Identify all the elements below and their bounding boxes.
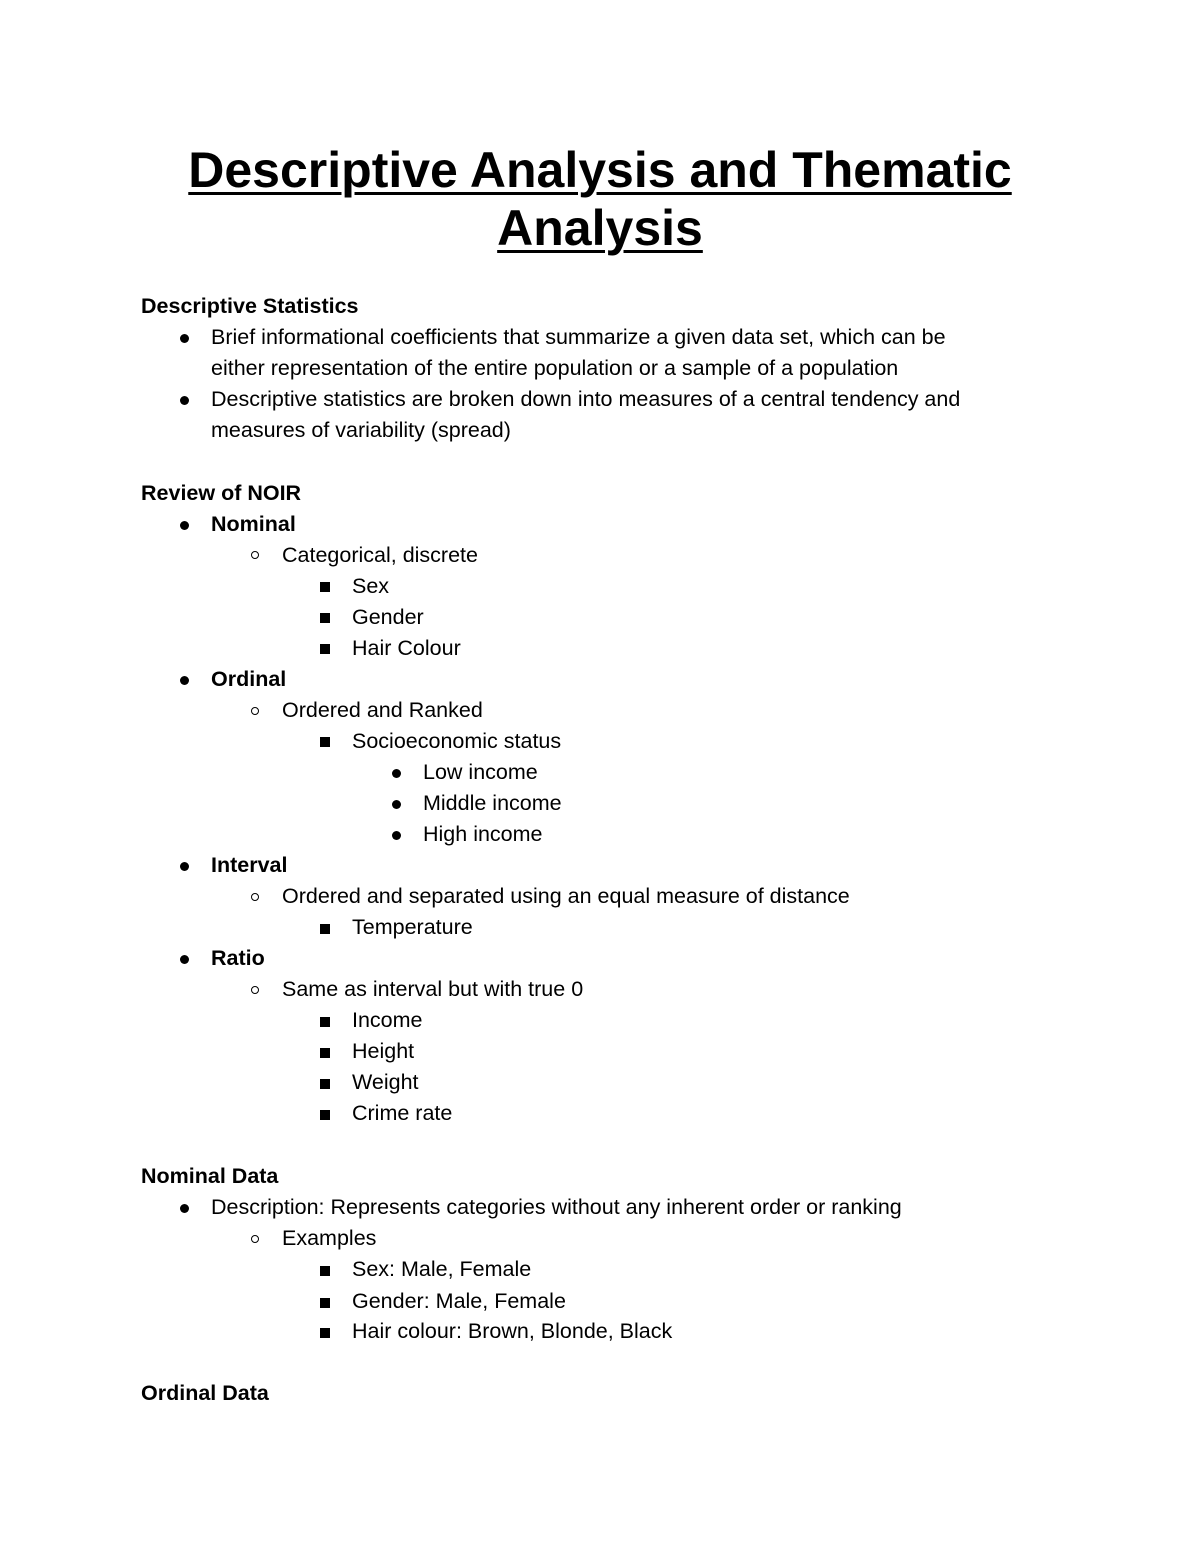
list-item-text: Examples bbox=[282, 1226, 377, 1250]
bullet-disc-icon bbox=[180, 521, 189, 530]
bullet-disc-icon bbox=[392, 769, 401, 778]
bullet-square-icon bbox=[320, 737, 330, 747]
bullet-circle-icon bbox=[251, 1235, 259, 1243]
list-item-text: Crime rate bbox=[352, 1101, 453, 1125]
bullet-disc-icon bbox=[180, 955, 189, 964]
list-item-text: Hair colour: Brown, Blonde, Black bbox=[352, 1319, 673, 1343]
list-item-nominal: Nominal bbox=[211, 512, 296, 536]
bullet-circle-icon bbox=[251, 986, 259, 994]
bullet-square-icon bbox=[320, 1110, 330, 1120]
list-item-text: Socioeconomic status bbox=[352, 729, 562, 753]
document-title: Descriptive Analysis and Thematic Analysis bbox=[188, 142, 1012, 256]
list-item-text: Same as interval but with true 0 bbox=[282, 977, 584, 1001]
bullet-disc-icon bbox=[180, 862, 189, 871]
list-item-ratio: Ratio bbox=[211, 946, 265, 970]
bullet-disc-icon bbox=[392, 800, 401, 809]
bullet-square-icon bbox=[320, 613, 330, 623]
bullet-square-icon bbox=[320, 1266, 330, 1276]
list-item-text: either representation of the entire population or a sample of a population bbox=[211, 356, 899, 380]
bullet-circle-icon bbox=[251, 551, 259, 559]
bullet-square-icon bbox=[320, 1328, 330, 1338]
list-item-text: Temperature bbox=[352, 915, 473, 939]
list-item-text: Height bbox=[352, 1039, 415, 1063]
bullet-square-icon bbox=[320, 582, 330, 592]
section-heading-ordinal-data: Ordinal Data bbox=[141, 1381, 269, 1405]
list-item-text: Gender: Male, Female bbox=[352, 1289, 566, 1313]
list-item-text: Weight bbox=[352, 1070, 419, 1094]
section-heading-review-noir: Review of NOIR bbox=[141, 481, 302, 505]
list-item-text: Brief informational coefficients that summarize a given data set, which can be bbox=[211, 325, 946, 349]
list-item-text: Hair Colour bbox=[352, 636, 461, 660]
list-item-text: Middle income bbox=[423, 791, 562, 815]
list-item-text: Low income bbox=[423, 760, 538, 784]
list-item-text: Categorical, discrete bbox=[282, 543, 478, 567]
bullet-square-icon bbox=[320, 1048, 330, 1058]
list-item-text: Ordered and Ranked bbox=[282, 698, 483, 722]
list-item-text: Income bbox=[352, 1008, 423, 1032]
bullet-disc-icon bbox=[392, 831, 401, 840]
list-item-text: High income bbox=[423, 822, 543, 846]
bullet-disc-icon bbox=[180, 676, 189, 685]
list-item-text: Descriptive statistics are broken down into measures of a central tendency and bbox=[211, 387, 961, 411]
bullet-disc-icon bbox=[180, 1204, 189, 1213]
list-item-text: measures of variability (spread) bbox=[211, 418, 511, 442]
bullet-disc-icon bbox=[180, 334, 189, 343]
list-item-interval: Interval bbox=[211, 853, 288, 877]
bullet-circle-icon bbox=[251, 893, 259, 901]
bullet-square-icon bbox=[320, 644, 330, 654]
bullet-square-icon bbox=[320, 1298, 330, 1308]
list-item-text: Description: Represents categories without any inherent order or ranking bbox=[211, 1195, 902, 1219]
list-item-ordinal: Ordinal bbox=[211, 667, 287, 691]
bullet-circle-icon bbox=[251, 707, 259, 715]
section-heading-descriptive-statistics: Descriptive Statistics bbox=[141, 294, 359, 318]
bullet-square-icon bbox=[320, 924, 330, 934]
list-item-text: Ordered and separated using an equal measure of distance bbox=[282, 884, 850, 908]
list-item-text: Gender bbox=[352, 605, 424, 629]
bullet-disc-icon bbox=[180, 396, 189, 405]
bullet-square-icon bbox=[320, 1079, 330, 1089]
list-item-text: Sex: Male, Female bbox=[352, 1257, 532, 1281]
list-item-text: Sex bbox=[352, 574, 390, 598]
section-heading-nominal-data: Nominal Data bbox=[141, 1164, 279, 1188]
bullet-square-icon bbox=[320, 1017, 330, 1027]
